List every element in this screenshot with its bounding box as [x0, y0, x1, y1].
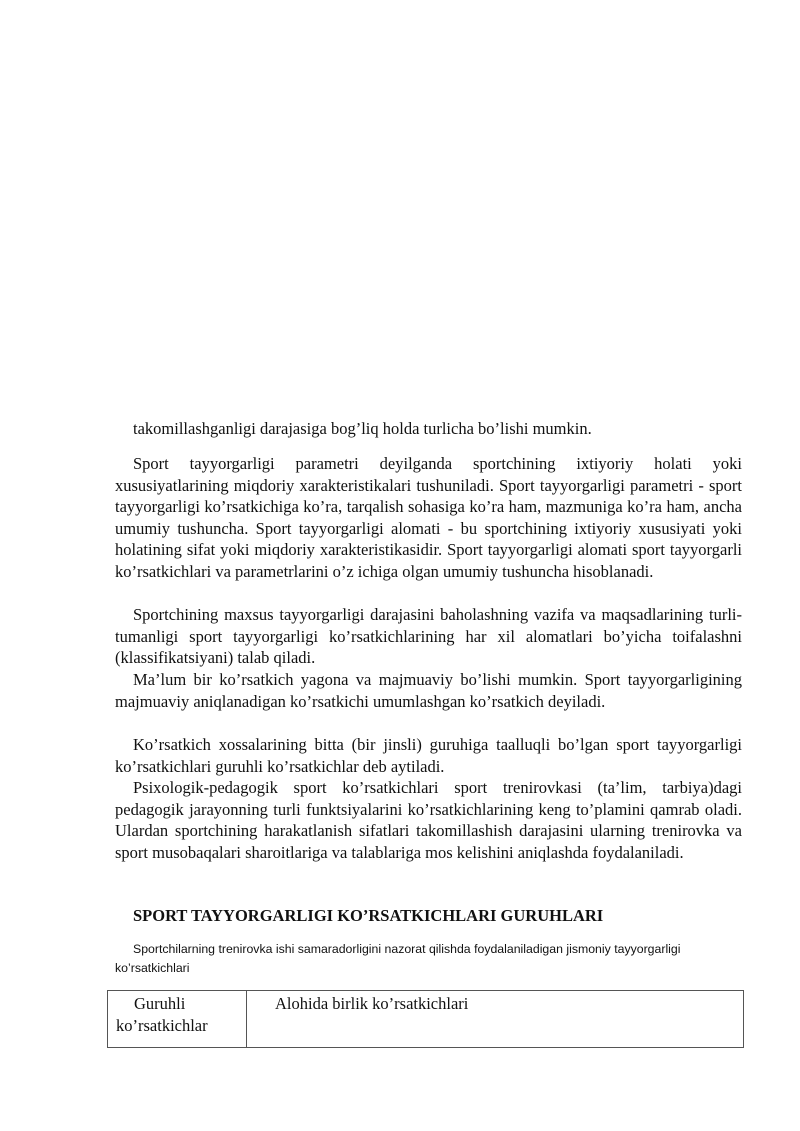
paragraph-special-preparation: Sportchining maxsus tayyorgarligi darajasini baholashning vazifa va maqsadlarining turli-tumanligi sport tayyorgarligi ko’rsatkichlarining har xil alomatlari bo’yicha toifalashni (klassifikatsiyani) talab qiladi.	[115, 605, 742, 668]
paragraph-psychological-pedagogical: Psixologik-pedagogik sport ko’rsatkichlari sport trenirovkasi (ta’lim, tarbiya)dagi pedagogik jarayonning turli funktsiyalarini ko’rsatkichlarining keng to’plamini qamrab oladi. Ulardan sportchining harakatlanish sifatlari takomillashish darajasini ularning trenirovka va sport musobaqalari sharoitlariga va talablariga mos kelishini aniqlashda foydalaniladi.	[115, 778, 742, 862]
paragraph-complex-indicator: Ma’lum bir ko’rsatkich yagona va majmuaviy bo’lishi mumkin. Sport tayyorgarligining majmuaviy aniqlanadigan ko’rsatkichi umumlashgan ko’rsatkich deyiladi.	[115, 670, 742, 711]
paragraph-intro-continuation: takomillashganligi darajasiga bog’liq holda turlicha bo’lishi mumkin.	[133, 419, 592, 438]
indicators-table	[107, 990, 744, 1048]
table-row	[108, 991, 744, 1048]
table-header-individual-indicators: Alohida birlik ko’rsatkichlari	[247, 991, 744, 1048]
paragraph-group-indicators: Ko’rsatkich xossalarining bitta (bir jinsli) guruhiga taalluqli bo’lgan sport tayyorgarligi ko’rsatkichlari guruhli ko’rsatkichlar deb aytiladi.	[115, 735, 742, 776]
paragraph-sport-parameter: Sport tayyorgarligi parametri deyilganda sportchining ixtiyoriy holati yoki xususiyatlarining miqdoriy xarakteristikalari tushuniladi. Sport tayyorgarligi parametri - sport tayyorgarligi ko’rsatkichiga ko’ra, tarqalish sohasiga ko’ra ham, mazmuniga ko’ra ham, ancha umumiy tushuncha. Sport tayyorgarligi alomati - bu sportchining ixtiyoriy xususiyati yoki holatining sifat yoki miqdoriy xarakteristikasidir. Sport tayyorgarligi alomati sport tayyorgarli ko’rsatkichlari va parametrlarini o’z ichiga olgan umumiy tushuncha hisoblanadi.	[115, 454, 742, 581]
table-caption: Sportchilarning trenirovka ishi samaradorligini nazorat qilishda foydalaniladigan jismoniy tayyorgarligi ko’rsatkichlari	[115, 942, 681, 975]
section-heading: SPORT TAYYORGARLIGI KO’RSATKICHLARI GURUHLARI	[133, 906, 604, 925]
table-header-group-indicators: Guruhli ko’rsatkichlar	[108, 991, 247, 1048]
